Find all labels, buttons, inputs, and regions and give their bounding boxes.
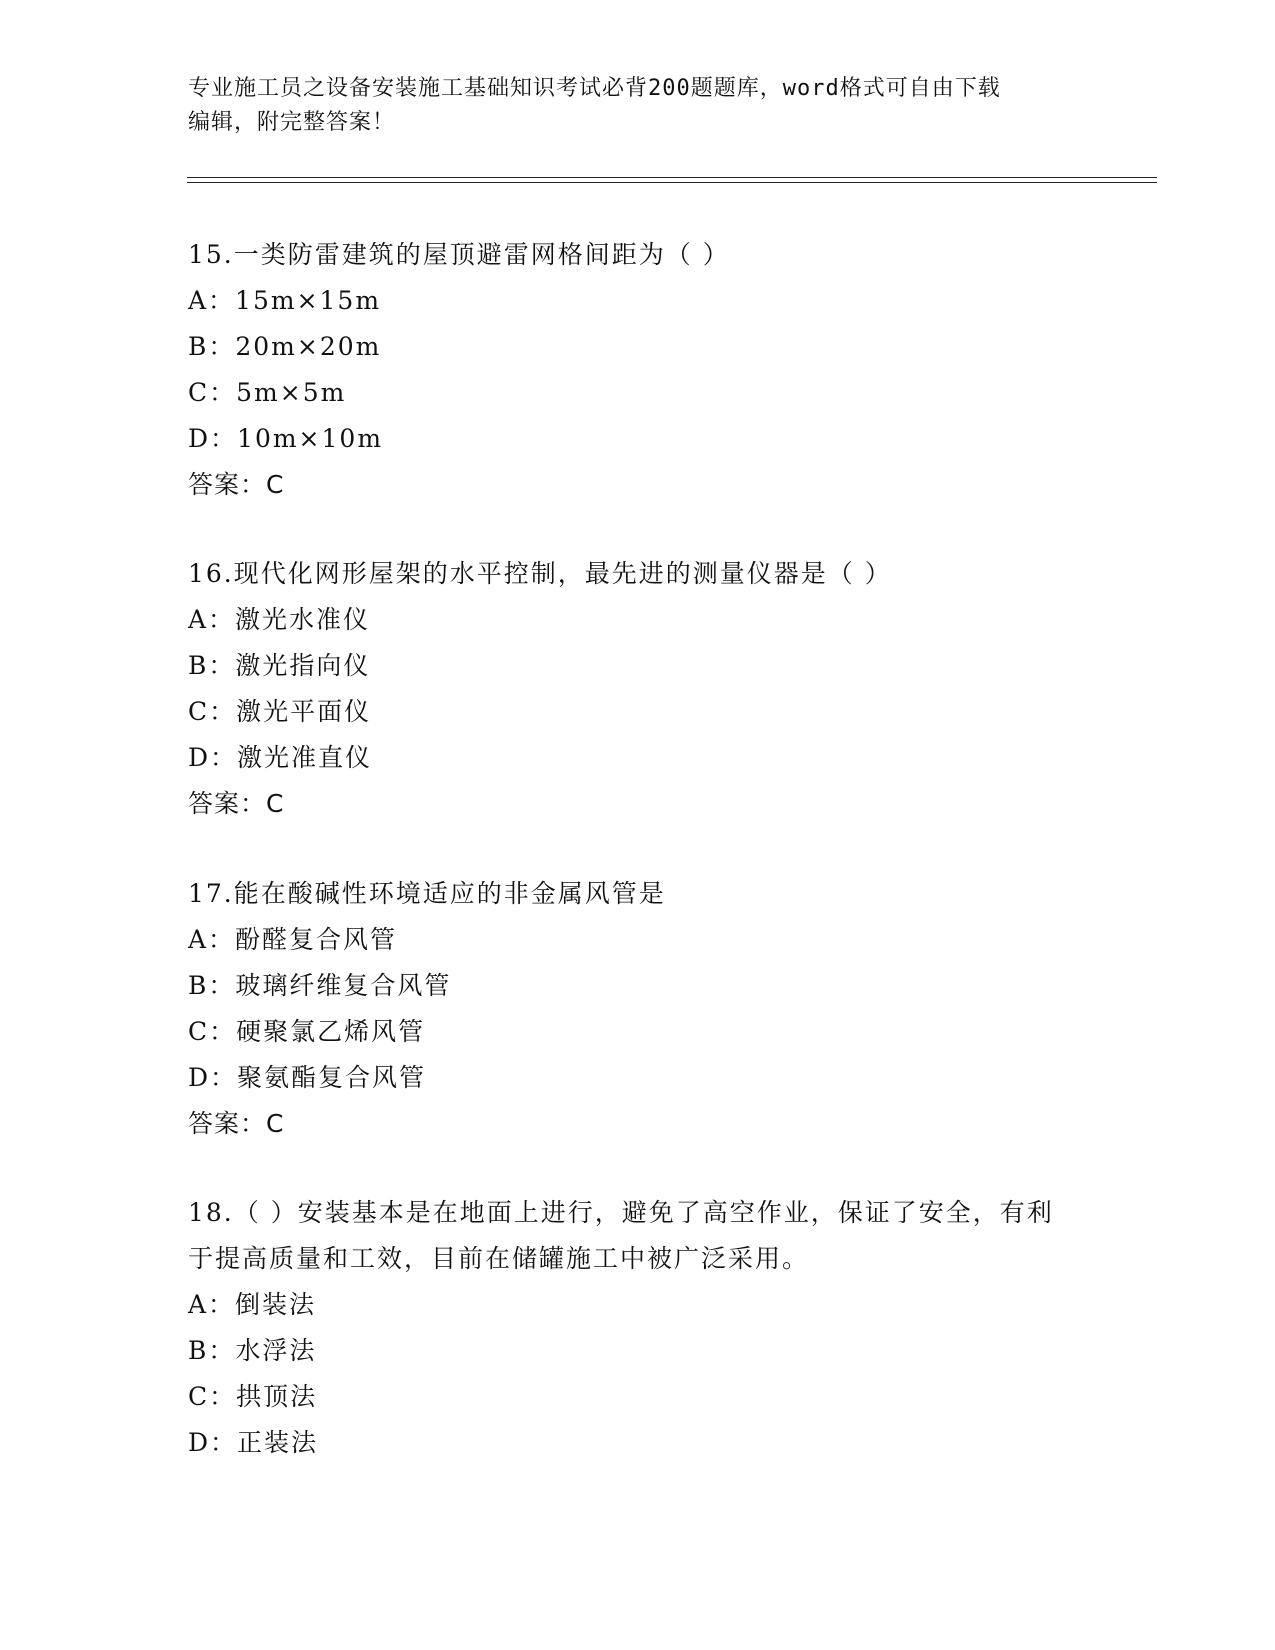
header-divider-bottom [187,182,1157,183]
option-c: C：拱顶法 [188,1382,318,1411]
header-line-2: 编辑，附完整答案！ [188,110,396,135]
option-d: D：激光准直仪 [188,743,373,772]
question-stem: 15.一类防雷建筑的屋顶避雷网格间距为（ ） [188,240,730,269]
option-b: B：激光指向仪 [188,651,371,680]
answer-line: 答案：C [188,470,285,499]
question-stem: 17.能在酸碱性环境适应的非金属风管是 [188,879,666,908]
question-stem: 16.现代化网形屋架的水平控制，最先进的测量仪器是（ ） [188,559,892,588]
option-a: A：15m×15m [188,286,382,315]
question-17 [188,871,1088,1147]
option-c: C：5m×5m [188,378,347,407]
option-d: D：正装法 [188,1428,319,1457]
question-stem: 18.（ ）安装基本是在地面上进行，避免了高空作业，保证了安全，有利于提高质量和工效，目前在储罐施工中被广泛采用。 [188,1198,1054,1273]
answer-line: 答案：C [188,789,285,818]
header-line-1: 专业施工员之设备安装施工基础知识考试必背200题题库，word格式可自由下载 [188,76,1001,101]
option-c: C：激光平面仪 [188,697,372,726]
option-b: B：水浮法 [188,1336,317,1365]
option-a: A：倒装法 [188,1290,317,1319]
question-18 [188,1190,1088,1466]
header-divider-top [187,177,1157,178]
option-d: D：10m×10m [188,424,384,453]
option-b: B：20m×20m [188,332,382,361]
option-d: D：聚氨酯复合风管 [188,1063,427,1092]
document-header [188,72,1068,140]
question-15 [188,232,1088,508]
option-c: C：硬聚氯乙烯风管 [188,1017,426,1046]
option-a: A：酚醛复合风管 [188,925,398,954]
option-b: B：玻璃纤维复合风管 [188,971,452,1000]
answer-line: 答案：C [188,1109,285,1138]
question-16 [188,551,1088,827]
option-a: A：激光水准仪 [188,605,371,634]
